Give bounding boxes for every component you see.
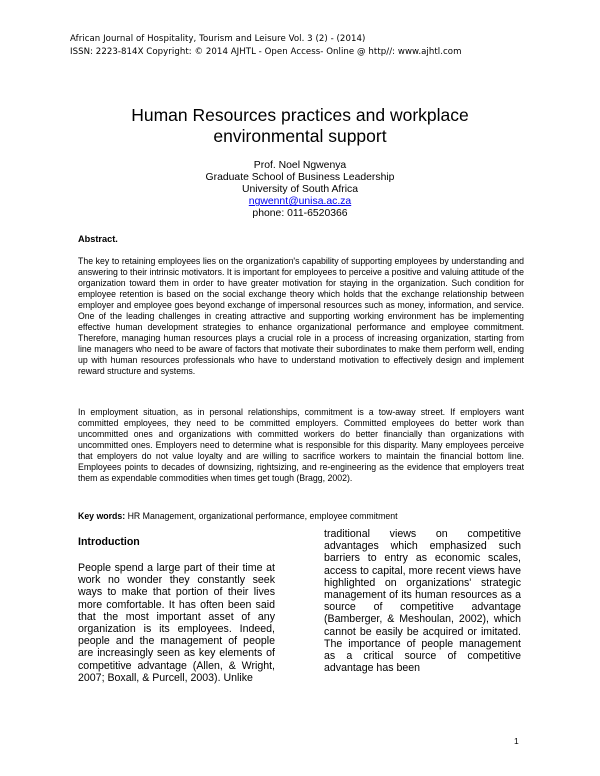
article-title [60, 105, 540, 147]
introduction-right-column: traditional views on competitive advantages which emphasized such barriers to entry as economic scales, access to capital, more recent views have highlighted on organizations' strategic management of its human resources as a source of competitive advantage (Bamberger, & Meshoulan, 2002), which cannot be easily be acquired or imitated. The importance of people management as a critical source of competitive advantage has been [324, 528, 521, 675]
author-university: University of South Africa [241, 184, 359, 196]
abstract-paragraph-1: The key to retaining employees lies on the organization's capability of supporting employees by understanding and answering to their intrinsic motivators. It is important for employees to perceive a positive and valuing attitude of the organization toward them in order to have greater motivation for staying in the organization. Such condition for employee retention is based on the social exchange theory which holds that the exchange relationship between employer and employee goes beyond exchange of impersonal resources such as money, information, and service. One of the leading challenges in creating attractive and supporting working environment has be implementing effective human development strategies to enhance organizational performance and employee commitment. Therefore, managing human resources plays a crucial role in a process of increasing organization, starting from line managers who need to be aware of factors that motivate their subordinates to make them perform well, ending up with human resources professionals who have to understand motivation to effectively design and implement reward structure and systems. [78, 256, 524, 377]
introduction-heading: Introduction [78, 536, 140, 548]
abstract-heading: Abstract. [78, 234, 118, 244]
author-phone: phone: 011-6520366 [252, 208, 348, 220]
title-line-2: environmental support [213, 126, 387, 146]
keywords-text: HR Management, organizational performance, employee commitment [125, 511, 398, 521]
keywords-line [78, 511, 398, 521]
author-school: Graduate School of Business Leadership [205, 172, 395, 184]
title-line-1: Human Resources practices and workplace [131, 105, 469, 125]
page-number: 1 [514, 736, 519, 746]
journal-header [70, 33, 462, 59]
introduction-left-column: People spend a large part of their time at work no wonder they constantly seek ways to make that portion of their lives more comfortable. It has often been said that the most important asset of any organization is its employees. Indeed, people and the management of people are increasingly seen as key elements of competitive advantage (Allen, & Wright, 2007; Boxall, & Purcell, 2003). Unlike [78, 562, 275, 684]
author-email-link[interactable]: ngwennt@unisa.ac.za [248, 196, 352, 208]
author-name: Prof. Noel Ngwenya [253, 160, 347, 171]
keywords-label: Key words: [78, 511, 126, 521]
issn-copyright-line: ISSN: 2223-814X Copyright: © 2014 AJHTL - Open Access- Online @ http//: www.ajhtl.com [70, 47, 462, 57]
abstract-paragraph-2: In employment situation, as in personal relationships, commitment is a tow-away street. If employers want committed employees, they need to be committed employers. Committed employees do better work than uncommitted ones and organizations with committed workers do better financially than organizations with uncommitted ones. Employers need to determine what is responsible for this disparity. Many employees perceive that employers do not value loyalty and are willing to sacrifice workers to maintain the financial bottom line. Employees points to decades of downsizing, rightsizing, and re-engineering as the evidence that employers treat them as expendable commodities when times get tough (Bragg, 2002). [78, 407, 524, 484]
author-block [100, 160, 500, 220]
journal-citation: African Journal of Hospitality, Tourism and Leisure Vol. 3 (2) - (2014) [70, 34, 366, 44]
